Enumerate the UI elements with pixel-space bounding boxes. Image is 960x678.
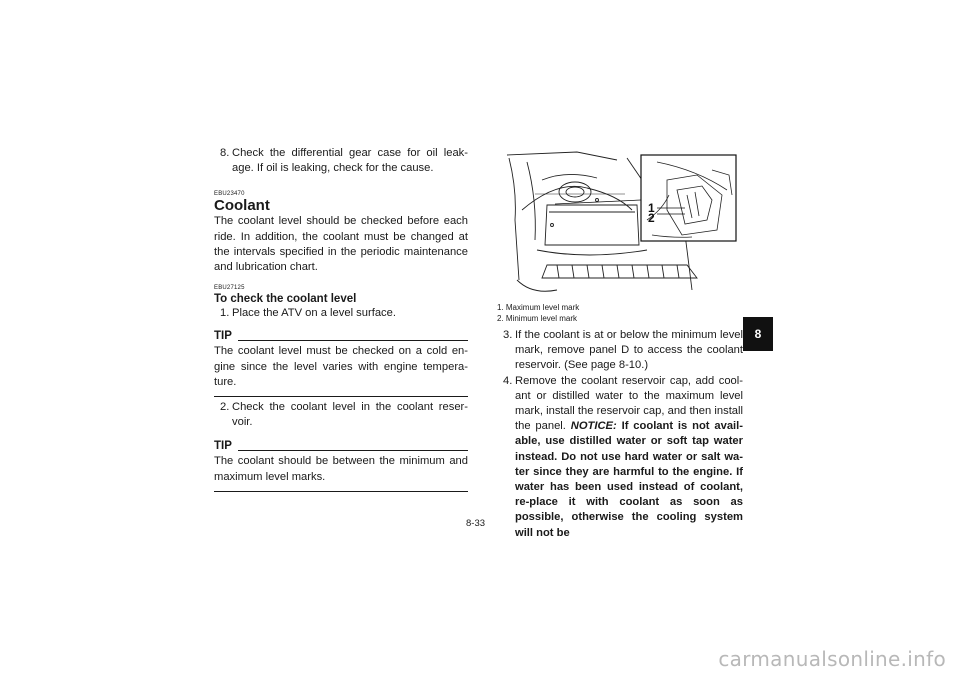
callout-1-label: 1 xyxy=(648,201,655,215)
tip-2-label: TIP xyxy=(214,440,232,453)
step-4-number: 4. xyxy=(503,374,513,387)
caption-1: 1. Maximum level mark xyxy=(497,303,580,312)
watermark-text: carmanualsonline.info xyxy=(718,647,946,671)
section-code: EBU23470 xyxy=(214,191,245,198)
step-8-text: Check the differential gear case for oil leak-age. If oil is leaking, check for the cause. xyxy=(232,147,468,175)
notice-text: If coolant is not avail-able, use distilled water or soft tap water instead. Do not use hard water or salt wa-ter since they are harmful to the engine. If water has been used instead of coolant, re-place it with coolant as soon as possible, otherwise the cooling system will not be xyxy=(515,420,743,539)
right-column xyxy=(497,150,743,541)
atv-coolant-illustration xyxy=(497,150,743,300)
step-1-number: 1. xyxy=(220,307,230,320)
step-1-text: Place the ATV on a level surface. xyxy=(232,307,396,320)
step-2 xyxy=(214,400,468,430)
step-2-number: 2. xyxy=(220,401,230,414)
step-8-number: 8. xyxy=(220,147,230,159)
step-3 xyxy=(497,328,743,374)
notice-label: NOTICE: xyxy=(570,420,617,433)
step-3-text: If the coolant is at or below the minimum level mark, remove panel D to access the coolant reservoir. (See page 8-10.) xyxy=(515,329,743,372)
tip-1-header xyxy=(214,330,468,343)
section-title: Coolant xyxy=(214,197,270,215)
left-column xyxy=(214,146,468,492)
step-8 xyxy=(214,146,468,176)
caption-2: 2. Minimum level mark xyxy=(497,314,578,323)
step-4 xyxy=(497,374,743,541)
tip-2-header xyxy=(214,440,468,453)
subsection-title: To check the coolant level xyxy=(214,293,357,306)
step-4-text: Remove the coolant reservoir cap, add cool-ant or distilled water to the maximum level mark, install the reservoir cap, and then install the panel. xyxy=(515,374,743,433)
subsection-code: EBU27125 xyxy=(214,285,245,292)
tip-2-text: The coolant should be between the minimum and maximum level marks. xyxy=(214,455,468,483)
tip-1-rule xyxy=(238,340,468,341)
chapter-tab: 8 xyxy=(743,317,773,351)
tip-1-text: The coolant level must be checked on a cold en-gine since the level varies with engine tempera-ture. xyxy=(214,345,468,388)
coolant-reservoir-figure xyxy=(497,150,743,300)
tip-2-end-rule xyxy=(214,491,468,492)
tip-2-rule xyxy=(238,450,468,451)
page-number: 8-33 xyxy=(466,518,486,529)
step-1 xyxy=(214,306,468,321)
step-2-text: Check the coolant level in the coolant reser-voir. xyxy=(232,401,468,429)
callout-2-label: 2 xyxy=(648,211,655,225)
tip-1-label: TIP xyxy=(214,330,232,343)
section-intro: The coolant level should be checked before each ride. In addition, the coolant must be changed at the intervals specified in the periodic maintenance and lubrication chart. xyxy=(214,215,468,274)
step-3-number: 3. xyxy=(503,329,513,341)
